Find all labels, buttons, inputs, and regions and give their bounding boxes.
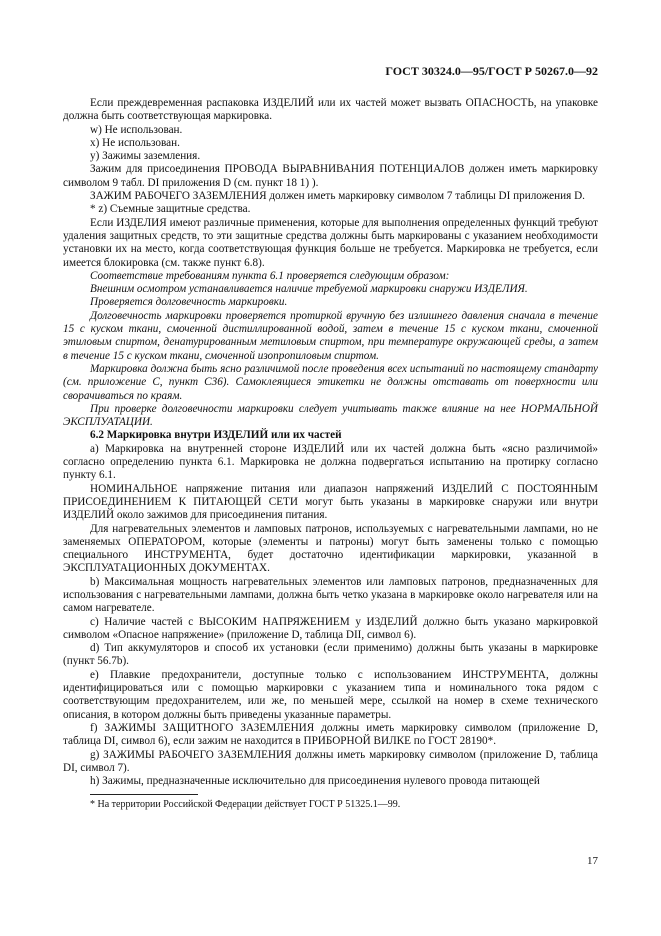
list-item: х) Не использован. <box>90 136 180 149</box>
list-item: е) Плавкие предохранители, доступные только с использованием ИНСТРУМЕНТА, должны идентифицироваться или с помощью маркировки с указанием типа и номинального тока рядом с соответствующим предохранителем, или же, по меньшей мере, ссылкой на номер в схеме технического описания, в котором должны быть приведены указанные параметры. <box>63 668 598 721</box>
paragraph: ЗАЖИМ РАБОЧЕГО ЗАЗЕМЛЕНИЯ должен иметь маркировку символом 7 таблицы DI приложения D. <box>90 190 585 203</box>
page-number: 17 <box>587 855 598 867</box>
paragraph-italic: Соответствие требованиям пункта 6.1 проверяется следующим образом: <box>90 269 450 282</box>
footnote: * На территории Российской Федерации действует ГОСТ Р 51325.1—99. <box>90 799 401 811</box>
paragraph: Если преждевременная распаковка ИЗДЕЛИЙ или их частей может вызвать ОПАСНОСТЬ, на упаковке должна быть соответствующая маркировка. <box>63 97 598 123</box>
paragraph-italic: Долговечность маркировки проверяется протиркой вручную без излишнего давления сначала в течение 15 с куском ткани, смоченной дистиллированной водой, затем в течение 15 с куском ткани, смоченной этиловым спиртом, денатурированным метиловым спиртом, при температуре окружающей среды, а затем в течение 15 с куском ткани, смоченной изопропиловым спиртом. <box>63 309 598 362</box>
list-item: w) Не использован. <box>90 123 183 136</box>
paragraph: Если ИЗДЕЛИЯ имеют различные применения, которые для выполнения определенных функций требуют удаления защитных средств, то эти защитные средства должны быть маркированы с указанием необходимости установки их на место, когда соответствующая функция больше не требуется. Маркировка не требуется, если имеется блокировка (см. также пункт 6.8). <box>63 216 598 269</box>
list-item: b) Максимальная мощность нагревательных элементов или ламповых патронов, предназначенных для использования с нагревательными лампами, должна быть четко указана в маркировке около нагревателя или на самом нагревателе. <box>63 575 598 615</box>
document-body <box>63 97 598 811</box>
list-item: f) ЗАЖИМЫ ЗАЩИТНОГО ЗАЗЕМЛЕНИЯ должны иметь маркировку символом (приложение D, таблица DI, символ 6), если зажим не находится в ПРИБОРНОЙ ВИЛКЕ по ГОСТ 28190*. <box>63 721 598 748</box>
paragraph-italic: Проверяется долговечность маркировки. <box>90 296 288 309</box>
footnote-divider <box>90 794 198 795</box>
list-item: а) Маркировка на внутренней стороне ИЗДЕЛИЙ или их частей должна быть «ясно различимой» согласно определению пункта 6.1. Маркировка не должна подвергаться испытанию на протирку согласно пункту 6.1. <box>63 442 598 482</box>
paragraph-italic: Маркировка должна быть ясно различимой после проведения всех испытаний по настоящему стандарту (см. приложение С, пункт С36). Самоклеящиеся этикетки не должны отставать от поверхности или сворачиваться по краям. <box>63 362 598 402</box>
paragraph-italic: Внешним осмотром устанавливается наличие требуемой маркировки снаружи ИЗДЕЛИЯ. <box>90 283 528 296</box>
paragraph: НОМИНАЛЬНОЕ напряжение питания или диапазон напряжений ИЗДЕЛИЙ С ПОСТОЯННЫМ ПРИСОЕДИНЕНИЕМ К ПИТАЮЩЕЙ СЕТИ могут быть указаны в маркировке снаружи или внутри ИЗДЕЛИЙ около зажимов для присоединения питания. <box>63 482 598 522</box>
list-item: с) Наличие частей с ВЫСОКИМ НАПРЯЖЕНИЕМ у ИЗДЕЛИЙ должно быть указано маркировкой символом «Опасное напряжение» (приложение D, таблица DII, символ 6). <box>63 615 598 641</box>
list-item: d) Тип аккумуляторов и способ их установки (если применимо) должны быть указаны в маркировке (пункт 56.7b). <box>63 642 598 668</box>
section-heading: 6.2 Маркировка внутри ИЗДЕЛИЙ или их частей <box>90 429 342 442</box>
list-item: g) ЗАЖИМЫ РАБОЧЕГО ЗАЗЕМЛЕНИЯ должны иметь маркировку символом (приложение D, таблица DI, символ 7). <box>63 748 598 774</box>
list-item: h) Зажимы, предназначенные исключительно для присоединения нулевого провода питающей <box>90 775 540 788</box>
paragraph: Для нагревательных элементов и ламповых патронов, используемых с нагревательными лампами, но не заменяемых ОПЕРАТОРОМ, которые (элементы и патроны) могут быть заменены только с помощью специального ИНСТРУМЕНТА, будет достаточно идентификации маркировки, указанной в ЭКСПЛУАТАЦИОННЫХ ДОКУМЕНТАХ. <box>63 522 598 575</box>
list-item: * z) Съемные защитные средства. <box>90 203 251 216</box>
document-header: ГОСТ 30324.0—95/ГОСТ Р 50267.0—92 <box>385 64 598 78</box>
paragraph-italic: При проверке долговечности маркировки следует учитывать также влияние на нее НОРМАЛЬНОЙ ЭКСПЛУАТАЦИИ. <box>63 402 598 429</box>
list-item: у) Зажимы заземления. <box>90 150 201 163</box>
paragraph: Зажим для присоединения ПРОВОДА ВЫРАВНИВАНИЯ ПОТЕНЦИАЛОВ должен иметь маркировку символом 9 табл. DI приложения D (см. пункт 18 1) ). <box>63 163 598 189</box>
